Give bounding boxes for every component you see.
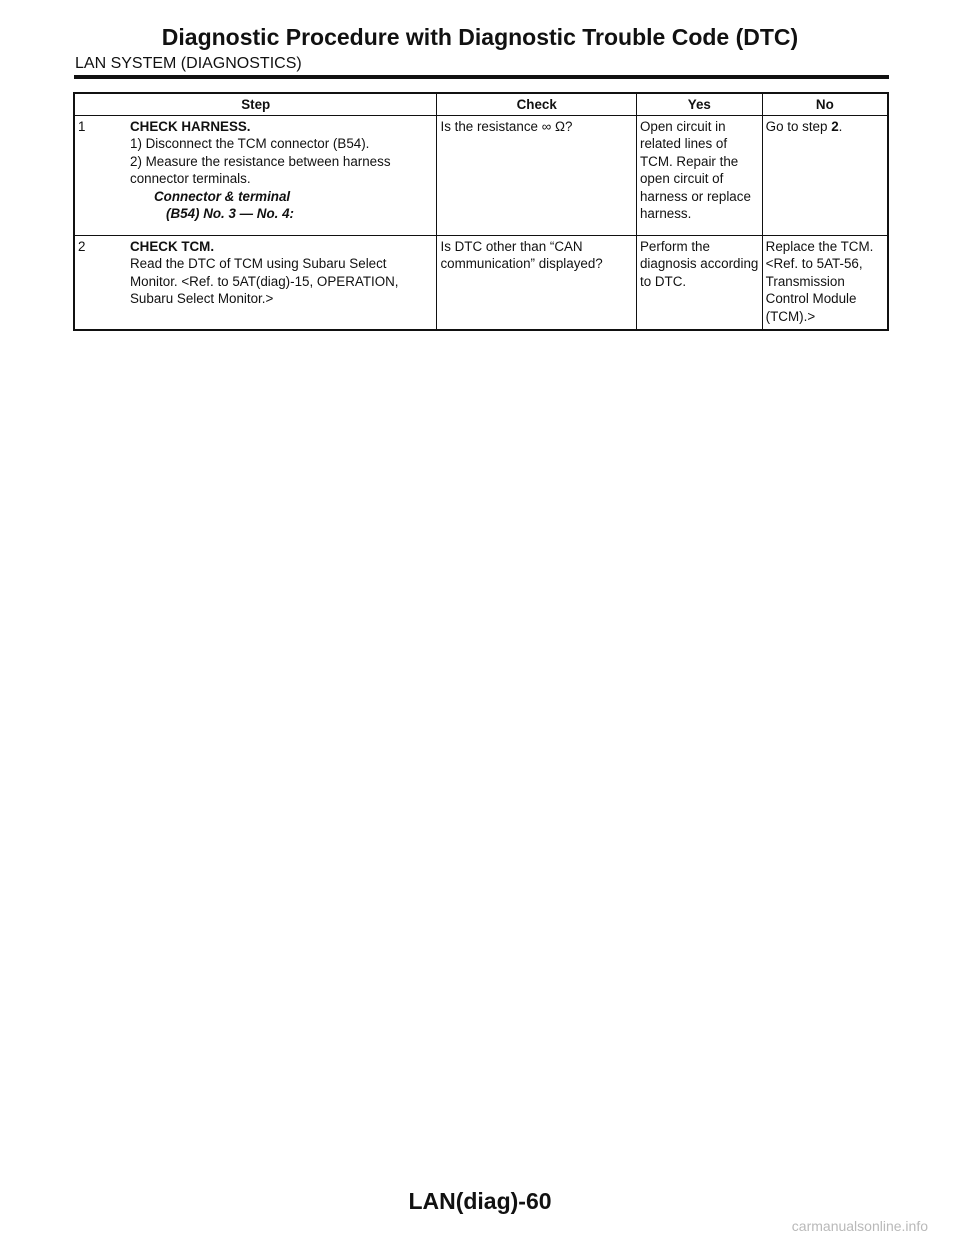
table-row [74,235,888,330]
table-header-row [74,93,888,115]
check-cell [437,235,637,330]
check-text: Is the resistance ∞ Ω? [440,118,573,134]
yes-text: Open circuit in related lines of TCM. Repair the open circuit of harness or replace harness. [639,118,751,221]
check-text: Is DTC other than “CAN communication” displayed? [440,238,603,271]
section-label: LAN SYSTEM (DIAGNOSTICS) [75,55,302,72]
step-instruction: 1) Disconnect the TCM connector (B54). [130,136,370,151]
table-row [74,115,888,235]
step-instruction [78,153,433,188]
yes-cell [636,115,762,235]
no-text: Replace the TCM. <Ref. to 5AT-56, Transmission Control Module (TCM).> [765,238,874,324]
header-rule [74,75,889,79]
diagnostic-table [73,92,889,331]
no-step-ref: 2 [831,118,839,134]
yes-text: Perform the diagnosis according to DTC. [639,238,759,289]
check-cell [437,115,637,235]
column-header-yes: Yes [636,93,762,115]
step-cell [74,115,437,235]
connector-value: (B54) No. 3 — No. 4: [166,206,294,221]
no-cell [762,115,888,235]
column-header-no: No [762,93,888,115]
step-title: CHECK TCM. [130,238,215,254]
step-title: CHECK HARNESS. [130,118,251,134]
yes-cell [636,235,762,330]
connector-label: Connector & terminal [154,188,291,204]
watermark: carmanualsonline.info [791,1218,928,1234]
step-number: 2 [78,238,86,254]
step-instruction-text: 2) Measure the resistance between harness connector terminals. [130,153,391,186]
no-cell [762,235,888,330]
column-header-check: Check [437,93,637,115]
page-number: LAN(diag)-60 [408,1188,552,1214]
step-cell [74,235,437,330]
no-text-prefix: Go to step [765,118,832,134]
step-number: 1 [78,118,86,134]
page-title: Diagnostic Procedure with Diagnostic Trouble Code (DTC) [161,24,799,50]
no-text-suffix: . [838,118,843,134]
step-instruction: Read the DTC of TCM using Subaru Select Monitor. <Ref. to 5AT(diag)-15, OPERATION, Subaru Select Monitor.> [130,256,399,306]
column-header-step: Step [74,93,437,115]
